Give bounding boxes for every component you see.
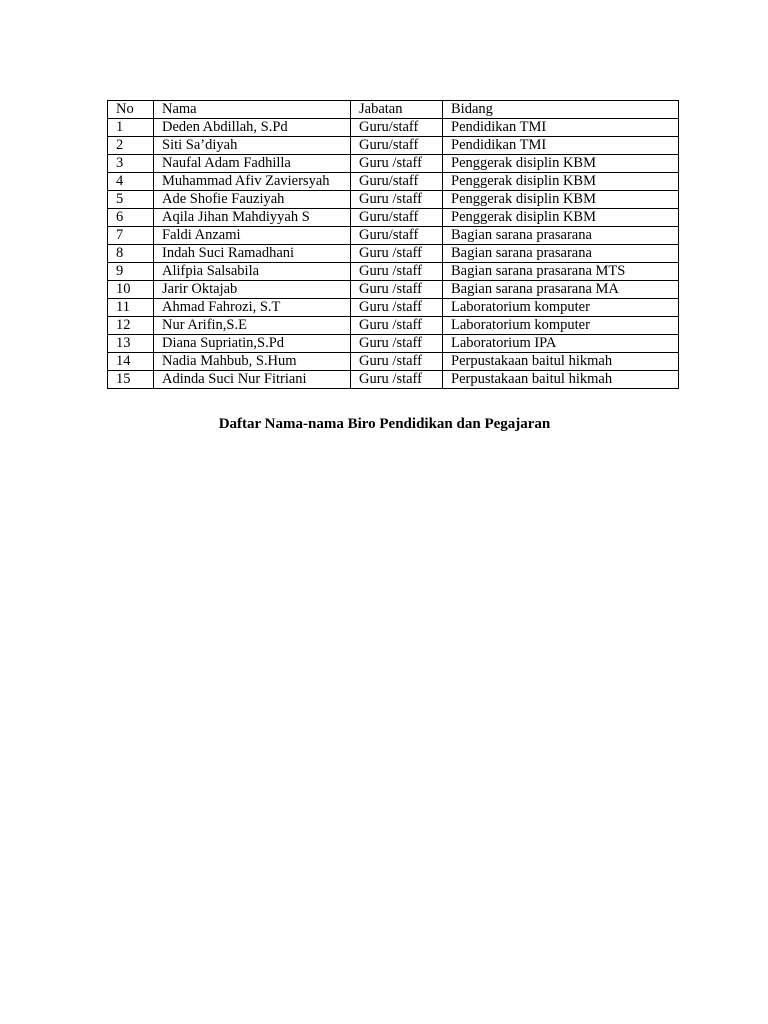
cell-nama: Jarir Oktajab	[154, 281, 351, 299]
cell-jabatan: Guru /staff	[351, 335, 443, 353]
header-no: No	[108, 101, 154, 119]
cell-jabatan: Guru/staff	[351, 119, 443, 137]
cell-nama: Aqila Jihan Mahdiyyah S	[154, 209, 351, 227]
cell-jabatan: Guru /staff	[351, 191, 443, 209]
cell-no: 2	[108, 137, 154, 155]
table-caption: Daftar Nama-nama Biro Pendidikan dan Pegajaran	[218, 416, 551, 432]
cell-bidang: Laboratorium IPA	[443, 335, 679, 353]
cell-bidang: Perpustakaan baitul hikmah	[443, 353, 679, 371]
cell-bidang: Penggerak disiplin KBM	[443, 191, 679, 209]
cell-no: 13	[108, 335, 154, 353]
cell-no: 14	[108, 353, 154, 371]
table-row	[108, 317, 679, 335]
table-row	[108, 371, 679, 389]
cell-bidang: Bagian sarana prasarana MTS	[443, 263, 679, 281]
cell-jabatan: Guru /staff	[351, 155, 443, 173]
table-row	[108, 137, 679, 155]
table-row	[108, 281, 679, 299]
table-row	[108, 119, 679, 137]
table-row	[108, 155, 679, 173]
cell-nama: Alifpia Salsabila	[154, 263, 351, 281]
cell-no: 4	[108, 173, 154, 191]
cell-nama: Muhammad Afiv Zaviersyah	[154, 173, 351, 191]
cell-jabatan: Guru /staff	[351, 317, 443, 335]
table-row	[108, 263, 679, 281]
cell-jabatan: Guru /staff	[351, 281, 443, 299]
cell-nama: Nur Arifin,S.E	[154, 317, 351, 335]
cell-nama: Faldi Anzami	[154, 227, 351, 245]
cell-bidang: Perpustakaan baitul hikmah	[443, 371, 679, 389]
cell-bidang: Pendidikan TMI	[443, 137, 679, 155]
cell-jabatan: Guru /staff	[351, 371, 443, 389]
cell-no: 3	[108, 155, 154, 173]
cell-no: 11	[108, 299, 154, 317]
staff-table	[107, 100, 679, 389]
table-row	[108, 353, 679, 371]
cell-bidang: Penggerak disiplin KBM	[443, 209, 679, 227]
cell-no: 12	[108, 317, 154, 335]
cell-jabatan: Guru/staff	[351, 227, 443, 245]
cell-bidang: Laboratorium komputer	[443, 317, 679, 335]
table-header-row	[108, 101, 679, 119]
cell-no: 5	[108, 191, 154, 209]
cell-bidang: Penggerak disiplin KBM	[443, 173, 679, 191]
cell-jabatan: Guru/staff	[351, 209, 443, 227]
cell-bidang: Bagian sarana prasarana	[443, 245, 679, 263]
table-row	[108, 227, 679, 245]
cell-jabatan: Guru /staff	[351, 263, 443, 281]
table-row	[108, 245, 679, 263]
cell-jabatan: Guru/staff	[351, 173, 443, 191]
cell-jabatan: Guru/staff	[351, 137, 443, 155]
cell-nama: Ahmad Fahrozi, S.T	[154, 299, 351, 317]
cell-nama: Deden Abdillah, S.Pd	[154, 119, 351, 137]
header-nama: Nama	[154, 101, 351, 119]
header-jabatan: Jabatan	[351, 101, 443, 119]
table-row	[108, 209, 679, 227]
header-bidang: Bidang	[443, 101, 679, 119]
table-row	[108, 191, 679, 209]
cell-no: 6	[108, 209, 154, 227]
cell-no: 7	[108, 227, 154, 245]
table-row	[108, 173, 679, 191]
cell-nama: Nadia Mahbub, S.Hum	[154, 353, 351, 371]
table-row	[108, 299, 679, 317]
cell-no: 8	[108, 245, 154, 263]
table-row	[108, 335, 679, 353]
cell-nama: Ade Shofie Fauziyah	[154, 191, 351, 209]
cell-jabatan: Guru /staff	[351, 353, 443, 371]
cell-nama: Indah Suci Ramadhani	[154, 245, 351, 263]
cell-jabatan: Guru /staff	[351, 299, 443, 317]
cell-nama: Adinda Suci Nur Fitriani	[154, 371, 351, 389]
cell-bidang: Bagian sarana prasarana	[443, 227, 679, 245]
cell-no: 9	[108, 263, 154, 281]
cell-nama: Siti Sa’diyah	[154, 137, 351, 155]
cell-bidang: Bagian sarana prasarana MA	[443, 281, 679, 299]
cell-nama: Diana Supriatin,S.Pd	[154, 335, 351, 353]
cell-no: 10	[108, 281, 154, 299]
cell-no: 1	[108, 119, 154, 137]
cell-no: 15	[108, 371, 154, 389]
cell-jabatan: Guru /staff	[351, 245, 443, 263]
cell-nama: Naufal Adam Fadhilla	[154, 155, 351, 173]
cell-bidang: Pendidikan TMI	[443, 119, 679, 137]
cell-bidang: Penggerak disiplin KBM	[443, 155, 679, 173]
cell-bidang: Laboratorium komputer	[443, 299, 679, 317]
